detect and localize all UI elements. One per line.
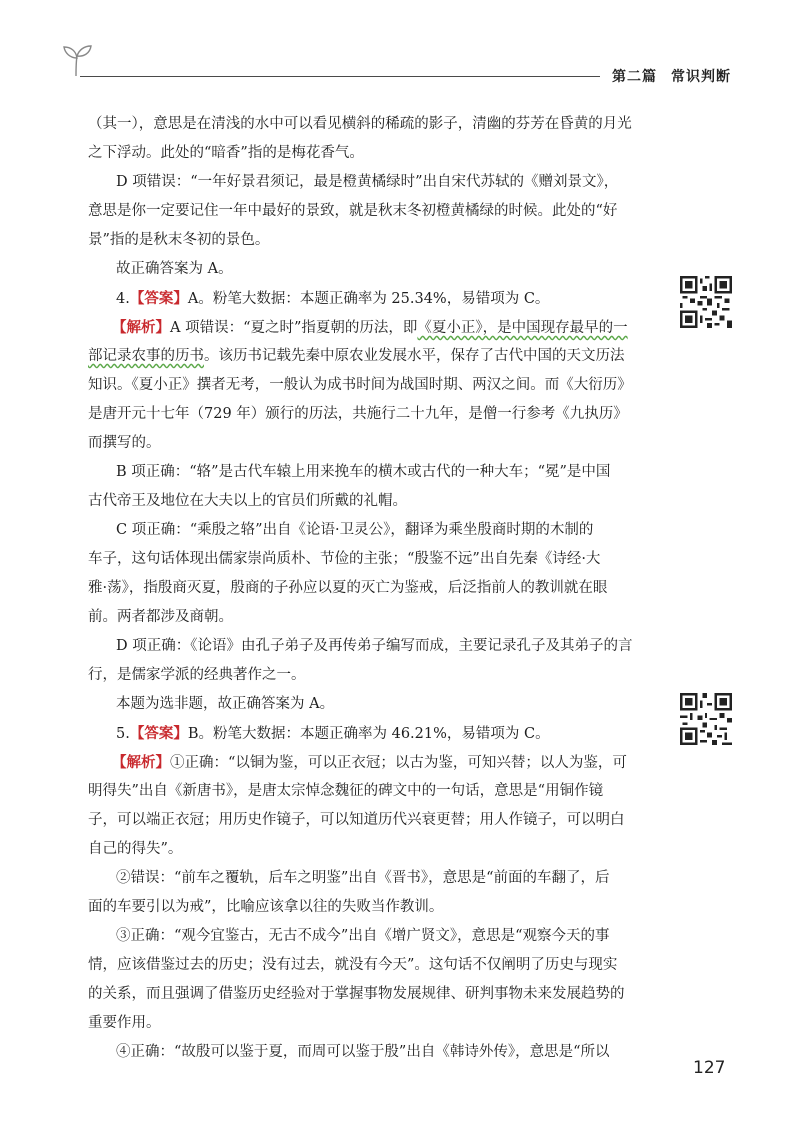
page-header <box>0 0 800 90</box>
analysis-label: 【解析】 <box>112 754 170 771</box>
text-line: 本题为选非题，故正确答案为 A。 <box>116 696 335 712</box>
text-line: 古代帝王及地位在大夫以上的官员们所戴的礼帽。 <box>88 493 407 509</box>
text-line: C 项正确：“乘殷之辂”出自《论语·卫灵公》，翻译为乘坐殷商时期的木制的 <box>116 522 594 538</box>
answer-label: 【答案】 <box>129 290 188 307</box>
page-body <box>88 110 648 1067</box>
answer-line-4 <box>88 284 648 313</box>
analysis-text: 。该历书记载先秦中原农业发展水平，保存了古代中国的天文历法 <box>204 348 625 364</box>
text-line: 子，可以端正衣冠；用历史作镜子，可以知道历代兴衰更替；用人作镜子，可以明白 <box>88 812 625 828</box>
page-number: 127 <box>693 1058 726 1078</box>
header-rule <box>80 76 600 77</box>
text-line: 之下浮动。此处的“暗香”指的是梅花香气。 <box>88 145 364 161</box>
text-line: D 项错误：“一年好景君须记，最是橙黄橘绿时”出自宋代苏轼的《赠刘景文》， <box>116 174 619 190</box>
text-line <box>88 342 648 371</box>
text-line: 行，是儒家学派的经典著作之一。 <box>88 667 306 683</box>
text-line: 是唐开元十七年（729 年）颁行的历法，共施行二十九年，是僧一行参考《九执历》 <box>88 406 628 422</box>
qr-code-icon <box>680 276 732 328</box>
underlined-text: 《夏小正》，是中国现存最早的一 <box>417 320 628 336</box>
answer-label: 【答案】 <box>129 725 188 742</box>
text-line: ④正确：“故殷可以鉴于夏，而周可以鉴于殷”出自《韩诗外传》，意思是“所以 <box>116 1044 610 1060</box>
analysis-label: 【解析】 <box>112 319 170 336</box>
text-line: 情，应该借鉴过去的历史；没有过去，就没有今天”。这句话不仅阐明了历史与现实 <box>88 957 618 973</box>
text-line: 重要作用。 <box>88 1015 161 1031</box>
answer-text: A。粉笔大数据：本题正确率为 25.34%，易错项为 C。 <box>187 291 550 307</box>
leaf-sprout-icon <box>60 44 94 78</box>
question-number: 4. <box>116 291 130 307</box>
text-line: 雅·荡》，指殷商灭夏，殷商的子孙应以夏的灭亡为鉴戒，后泛指前人的教训就在眼 <box>88 580 608 596</box>
qr-code-icon <box>680 693 732 745</box>
text-line: D 项正确：《论语》由孔子弟子及再传弟子编写而成，主要记录孔子及其弟子的言 <box>116 638 633 654</box>
text-line: 车子，这句话体现出儒家崇尚质朴、节俭的主张；“殷鉴不远”出自先秦《诗经·大 <box>88 551 601 567</box>
text-line: 景”指的是秋末冬初的景色。 <box>88 232 270 248</box>
header-section: 第二篇 <box>612 69 657 85</box>
answer-text: B。粉笔大数据：本题正确率为 46.21%，易错项为 C。 <box>187 726 550 742</box>
text-line: 前。两者都涉及商朝。 <box>88 609 233 625</box>
analysis-line-5 <box>88 748 648 777</box>
analysis-text: ①正确：“以铜为鉴，可以正衣冠；以古为鉴，可知兴替；以人为鉴，可 <box>170 755 627 771</box>
text-line: B 项正确：“辂”是古代车辕上用来挽车的横木或古代的一种大车；“冕”是中国 <box>116 464 611 480</box>
analysis-line-4 <box>88 313 648 342</box>
analysis-text: A 项错误：“夏之时”指夏朝的历法，即 <box>170 320 418 336</box>
text-line: 意思是你一定要记住一年中最好的景致，就是秋末冬初橙黄橘绿的时候。此处的“好 <box>88 203 618 219</box>
header-title <box>612 66 731 86</box>
text-line: 的关系，而且强调了借鉴历史经验对于掌握事物发展规律、研判事物未来发展趋势的 <box>88 986 625 1002</box>
text-line: 而撰写的。 <box>88 435 161 451</box>
text-line: （其一），意思是在清浅的水中可以看见横斜的稀疏的影子，清幽的芬芳在昏黄的月光 <box>88 116 632 132</box>
header-chapter-title: 常识判断 <box>671 69 731 85</box>
text-line: 明得失”出自《新唐书》，是唐太宗悼念魏征的碑文中的一句话，意思是“用铜作镜 <box>88 783 604 799</box>
text-line: 面的车要引以为戒”，比喻应该拿以往的失败当作教训。 <box>88 899 444 915</box>
text-line: 知识。《夏小正》撰者无考，一般认为成书时间为战国时期、两汉之间。而《大衍历》 <box>88 377 632 393</box>
question-number: 5. <box>116 726 130 742</box>
text-line: ②错误：“前车之覆轨，后车之明鉴”出自《晋书》，意思是“前面的车翻了，后 <box>116 870 610 886</box>
text-line: 自己的得失”。 <box>88 841 183 857</box>
text-line: 故正确答案为 A。 <box>116 261 233 277</box>
underlined-text: 部记录农事的历书 <box>88 348 204 364</box>
text-line: ③正确：“观今宜鉴古，无古不成今”出自《增广贤文》，意思是“观察今天的事 <box>116 928 610 944</box>
answer-line-5 <box>88 719 648 748</box>
